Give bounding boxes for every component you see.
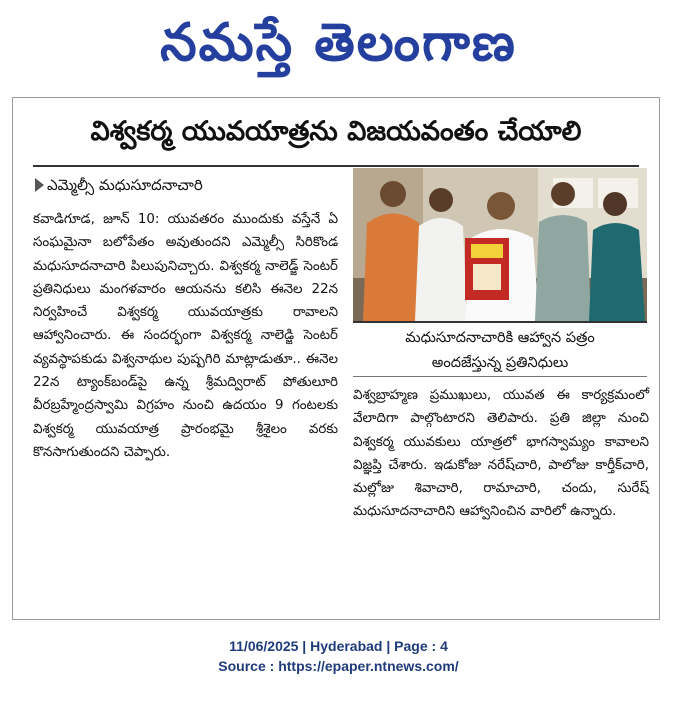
article-headline: విశ్వకర్మ యువయాత్రను విజయవంతం చేయాలి	[90, 116, 582, 147]
source-footer	[0, 636, 677, 676]
body-paragraph: కవాడిగూడ, జూన్ 10: యువతరం ముందుకు వస్తేనే ఏ సంఘమైనా బలోపేతం అవుతుందని ఎమ్మెల్సీ సిరికొండ మధుసూదనాచారి పిలుపునిచ్చారు. విశ్వకర్మ నాలెడ్జ్ సెంటర్ ప్రతినిధులు మంగళవారం ఆయనను కలిసి ఈనెల 22న నిర్వహించే విశ్వకర్మ యువయాత్రకు రావాలని ఆహ్వానించారు. ఈ సందర్భంగా విశ్వకర్మ నాలెడ్జి సెంటర్ వ్యవస్థాపకుడు విశ్వనాథుల పుష్పగిరి మాట్లాడుతూ.. ఈనెల 22న ట్యాంక్‌బండ్‌పై ఉన్న శ్రీమద్విరాట్ పోతులూరి వీరబ్రహ్మేంద్రస్వామి విగ్రహం నుంచి ఉదయం 9 గంటలకు విశ్వకర్మ యువయాత్ర ప్రారంభమై శ్రీశైలం వరకు కొనసాగుతుందని చెప్పారు.	[33, 212, 338, 460]
group-photo-image	[353, 168, 647, 321]
article-photo	[353, 168, 647, 321]
article-body-left-column	[33, 208, 338, 464]
caption-line: మధుసూదనాచారికి ఆహ్వాన పత్రం	[405, 330, 595, 346]
article-body-right-column	[353, 384, 649, 524]
photo-caption	[353, 321, 647, 377]
source-link: Source : https://epaper.ntnews.com/	[218, 658, 459, 674]
caption-line: అందజేస్తున్న ప్రతినిధులు	[431, 355, 569, 371]
newspaper-masthead: నమస్తే తెలంగాణ	[160, 13, 517, 73]
body-paragraph: విశ్వబ్రాహ్మణ ప్రముఖులు, యువత ఈ కార్యక్రమంలో వేలాదిగా పాల్గొంటారని తెలిపారు. ప్రతి జిల్లా నుంచి విశ్వకర్మ యువకులు యాత్రలో భాగస్వామ్యం కావాలని విజ్ఞప్తి చేశారు. ఇడుకోజు నరేష్‌చారి, పాలోజు కార్తీక్‌చారి, మల్లోజు శివాచారి, రామాచారి, చందు, సురేష్ మధుసూదనాచారిని ఆహ్వానించిన వారిలో ఉన్నారు.	[353, 388, 649, 520]
article-byline: ఎమ్మెల్సీ మధుసూదనాచారి	[47, 176, 203, 194]
headline-divider	[33, 165, 639, 167]
news-clipping	[12, 97, 660, 620]
edition-info: 11/06/2025 | Hyderabad | Page : 4	[229, 638, 448, 654]
